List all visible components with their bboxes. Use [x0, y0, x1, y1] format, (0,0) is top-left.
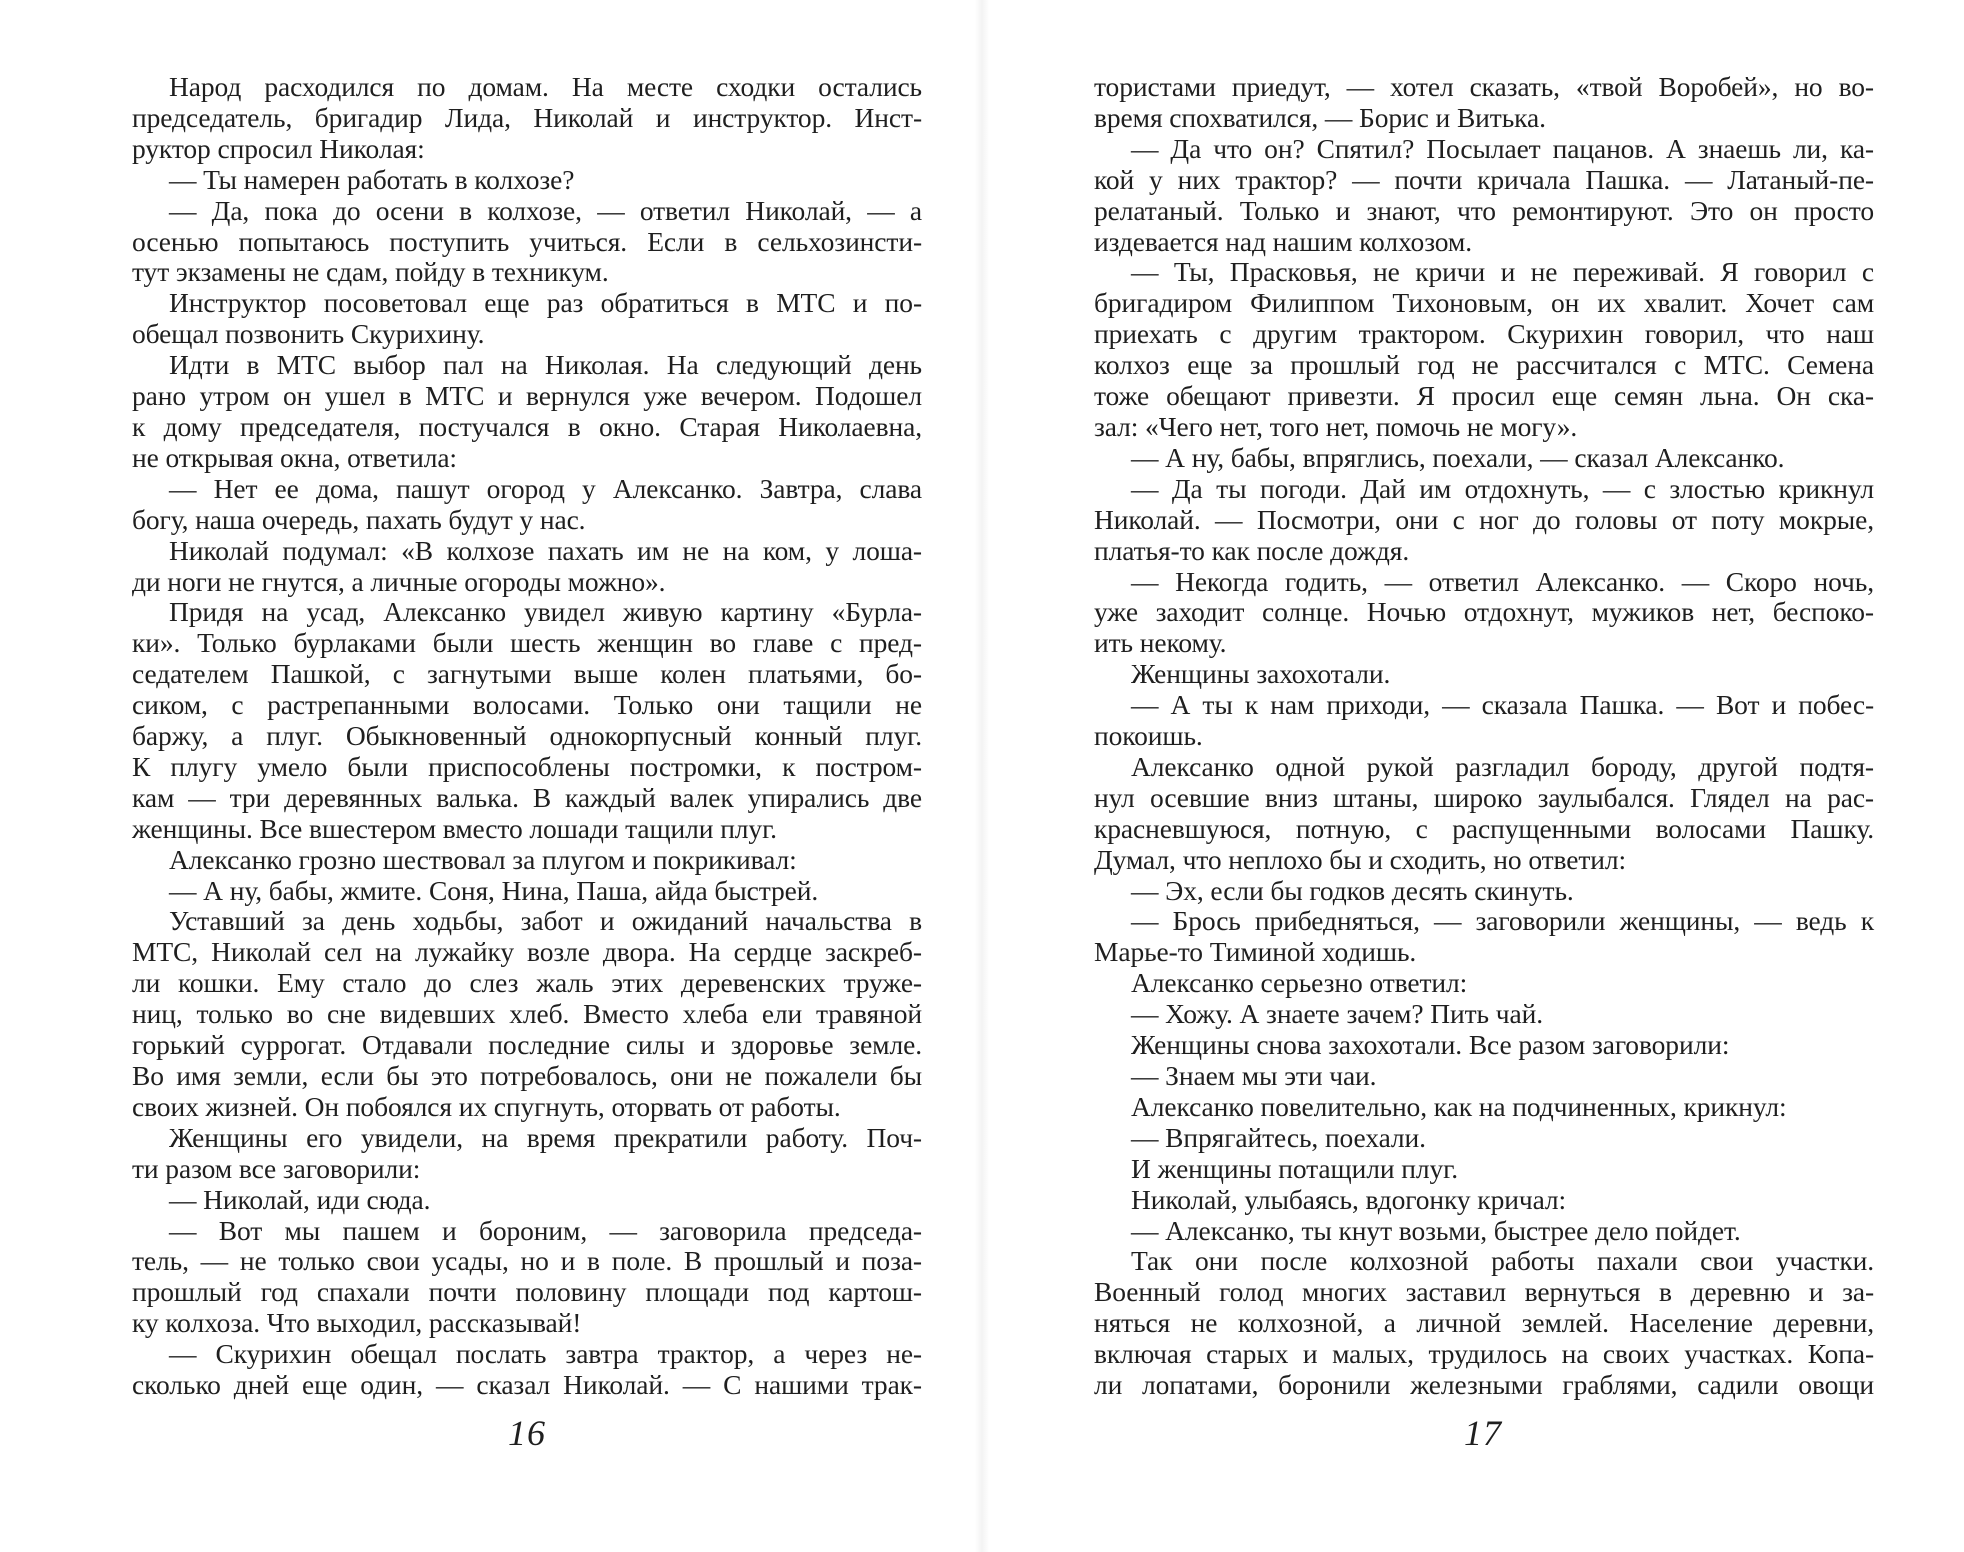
text-line: Николай, улыбаясь, вдогонку кричал:	[1131, 1183, 1567, 1215]
text-line: — Ты намерен работать в колхозе?	[169, 163, 575, 195]
text-line: — А ну, бабы, впряглись, поехали, — сказал Алексанко.	[1131, 441, 1785, 473]
text-line: МТС, Николай сел на лужайку возле двора. На сердце заскреб-	[132, 936, 922, 968]
text-line: ку колхоза. Что выходил, рассказывай!	[132, 1307, 582, 1339]
text-line: ить некому.	[1094, 627, 1227, 659]
text-line: тут экзамены не сдам, пойду в техникум.	[132, 256, 609, 288]
page-number-right: 17	[1464, 1413, 1502, 1453]
text-line: Народ расходился по домам. На месте сходки остались	[169, 71, 922, 102]
text-line: Придя на усад, Алексанко увидел живую картину «Бурла-	[169, 596, 922, 628]
text-line: своих жизней. Он побоялся их спугнуть, оторвать от работы.	[132, 1090, 841, 1122]
text-line: сиком, с растрепанными волосами. Только они тащили не	[132, 689, 922, 721]
text-line: кам — три деревянных валька. В каждый валек упирались две	[132, 781, 922, 813]
text-line: покоишь.	[1094, 720, 1203, 752]
text-line: руктор спросил Николая:	[132, 132, 425, 164]
text-line: — Ты, Прасковья, не кричи и не переживай. Я говорил с	[1131, 256, 1874, 288]
text-line: кой у них трактор? — почти кричала Пашка. — Латаный-пе-	[1094, 163, 1874, 195]
text-line: нул осевшие вниз штаны, широко заулыбался. Глядел на рас-	[1094, 781, 1874, 813]
text-line: к дому председателя, постучался в окно. Старая Николаевна,	[132, 410, 922, 442]
text-line: Марье-то Тиминой ходишь.	[1094, 936, 1417, 968]
text-line: горький суррогат. Отдавали последние силы и здоровье земле.	[132, 1029, 922, 1061]
left-page-text	[132, 72, 922, 1401]
text-line: ди ноги не гнутся, а личные огороды можно».	[132, 565, 666, 597]
text-line: Николай. — Посмотри, они с ног до головы от поту мокрые,	[1094, 503, 1874, 535]
text-line: — Да ты погоди. Дай им отдохнуть, — с злостью крикнул	[1131, 472, 1874, 504]
text-line: няться не колхозной, а личной землей. Население деревни,	[1094, 1307, 1874, 1339]
text-line: женщины. Все вшестером вместо лошади тащили плуг.	[132, 812, 777, 844]
text-line: Женщины его увидели, на время прекратили работу. Поч-	[169, 1121, 922, 1153]
text-line: — Некогда годить, — ответил Алексанко. — Скоро ночь,	[1131, 565, 1874, 597]
text-line: тоже обещают привезти. Я просил еще семян льна. Он ска-	[1094, 380, 1874, 412]
text-line: богу, наша очередь, пахать будут у нас.	[132, 503, 586, 535]
text-line: бригадиром Филиппом Тихоновым, он их хвалит. Хочет сам	[1094, 287, 1874, 319]
text-line: — Да, пока до осени в колхозе, — ответил Николай, — а	[169, 194, 922, 226]
text-line: тористами приедут, — хотел сказать, «твой Воробей», но во-	[1094, 71, 1874, 102]
text-line: — Скурихин обещал послать завтра трактор, а через не-	[169, 1338, 922, 1370]
text-line: приехать с другим трактором. Скурихин говорил, что наш	[1094, 318, 1874, 350]
text-line: Алексанко повелительно, как на подчиненных, крикнул:	[1131, 1090, 1787, 1122]
text-line: ти разом все заговорили:	[132, 1152, 421, 1184]
right-page-text	[1094, 72, 1874, 1401]
text-line: Алексанко серьезно ответил:	[1131, 967, 1468, 999]
text-line: Думал, что неплохо бы и сходить, но ответил:	[1094, 843, 1627, 875]
text-line: Женщины захохотали.	[1131, 658, 1391, 690]
text-line: издевается над нашим колхозом.	[1094, 225, 1473, 257]
text-line: Идти в МТС выбор пал на Николая. На следующий день	[169, 349, 922, 381]
text-line: колхоз еще за прошлый год не рассчитался с МТС. Семена	[1094, 349, 1874, 381]
text-line: — Да что он? Спятил? Посылает пацанов. А знаешь ли, ка-	[1131, 132, 1874, 164]
text-line: зал: «Чего нет, того нет, помочь не могу».	[1094, 410, 1578, 442]
text-line: не открывая окна, ответила:	[132, 441, 457, 473]
page-number-left: 16	[508, 1413, 546, 1453]
text-line: время спохватился, — Борис и Витька.	[1094, 101, 1546, 133]
text-line: Алексанко одной рукой разгладил бороду, другой подтя-	[1131, 750, 1874, 782]
text-line: релатаный. Только и знают, что ремонтируют. Это он просто	[1094, 194, 1874, 226]
text-line: Уставший за день ходьбы, забот и ожиданий начальства в	[169, 905, 922, 937]
text-line: платья-то как после дождя.	[1094, 534, 1410, 566]
text-line: уже заходит солнце. Ночью отдохнут, мужиков нет, беспоко-	[1094, 596, 1874, 628]
text-line: осенью попытаюсь поступить учиться. Если в сельхозинсти-	[132, 225, 922, 257]
text-line: Во имя земли, если бы это потребовалось, они не пожалели бы	[132, 1060, 922, 1091]
text-line: — Алексанко, ты кнут возьми, быстрее дело пойдет.	[1131, 1214, 1741, 1246]
text-line: красневшуюся, потную, с распущенными волосами Пашку.	[1094, 812, 1874, 844]
text-line: рано утром он ушел в МТС и вернулся уже вечером. Подошел	[132, 380, 922, 412]
text-line: — Нет ее дома, пашут огород у Алексанко. Завтра, слава	[169, 472, 922, 504]
text-line: К плугу умело были приспособлены постромки, к постром-	[132, 750, 922, 782]
text-line: — Вот мы пашем и бороним, — заговорила председа-	[169, 1214, 922, 1246]
text-line: обещал позвонить Скурихину.	[132, 318, 485, 350]
text-line: баржу, а плуг. Обыкновенный однокорпусный конный плуг.	[132, 720, 922, 752]
text-line: ли кошки. Ему стало до слез жаль этих деревенских труже-	[132, 967, 922, 999]
text-line: Инструктор посоветовал еще раз обратиться в МТС и по-	[169, 287, 922, 319]
text-line: — Хожу. А знаете зачем? Пить чай.	[1131, 998, 1543, 1030]
text-line: Алексанко грозно шествовал за плугом и покрикивал:	[169, 843, 797, 875]
text-line: ли лопатами, боронили железными граблями, садили овощи	[1094, 1369, 1874, 1401]
text-line: седателем Пашкой, с загнутыми выше колен платьями, бо-	[132, 658, 922, 690]
text-line: Николай подумал: «В колхозе пахать им не на ком, у лоша-	[169, 534, 922, 566]
text-line: — Впрягайтесь, поехали.	[1131, 1121, 1426, 1153]
right-page	[1094, 72, 1874, 1401]
text-line: — Знаем мы эти чаи.	[1131, 1060, 1377, 1091]
text-line: И женщины потащили плуг.	[1131, 1152, 1458, 1184]
text-line: Так они после колхозной работы пахали свои участки.	[1131, 1245, 1874, 1277]
text-line: прошлый год спахали почти половину площади под картош-	[132, 1276, 922, 1308]
text-line: Военный голод многих заставил вернуться в деревню и за-	[1094, 1276, 1874, 1308]
text-line: включая старых и малых, трудилось на своих участках. Копа-	[1094, 1338, 1874, 1370]
left-page	[132, 72, 922, 1401]
text-line: — А ну, бабы, жмите. Соня, Нина, Паша, айда быстрей.	[169, 874, 819, 906]
text-line: — Николай, иди сюда.	[169, 1183, 431, 1215]
text-line: — Эх, если бы годков десять скинуть.	[1131, 874, 1574, 906]
text-line: сколько дней еще один, — сказал Николай. — С нашими трак-	[132, 1369, 922, 1401]
text-line: тель, — не только свои усады, но и в поле. В прошлый и поза-	[132, 1245, 922, 1277]
text-line: ниц, только во сне видевших хлеб. Вместо хлеба ели травяной	[132, 998, 922, 1030]
book-gutter	[975, 0, 989, 1552]
text-line: председатель, бригадир Лида, Николай и инструктор. Инст-	[132, 101, 922, 133]
text-line: — Брось прибедняться, — заговорили женщины, — ведь к	[1131, 905, 1874, 937]
text-line: Женщины снова захохотали. Все разом заговорили:	[1131, 1029, 1730, 1061]
text-line: — А ты к нам приходи, — сказала Пашка. — Вот и побес-	[1131, 689, 1874, 721]
text-line: ки». Только бурлаками были шесть женщин во главе с пред-	[132, 627, 922, 659]
